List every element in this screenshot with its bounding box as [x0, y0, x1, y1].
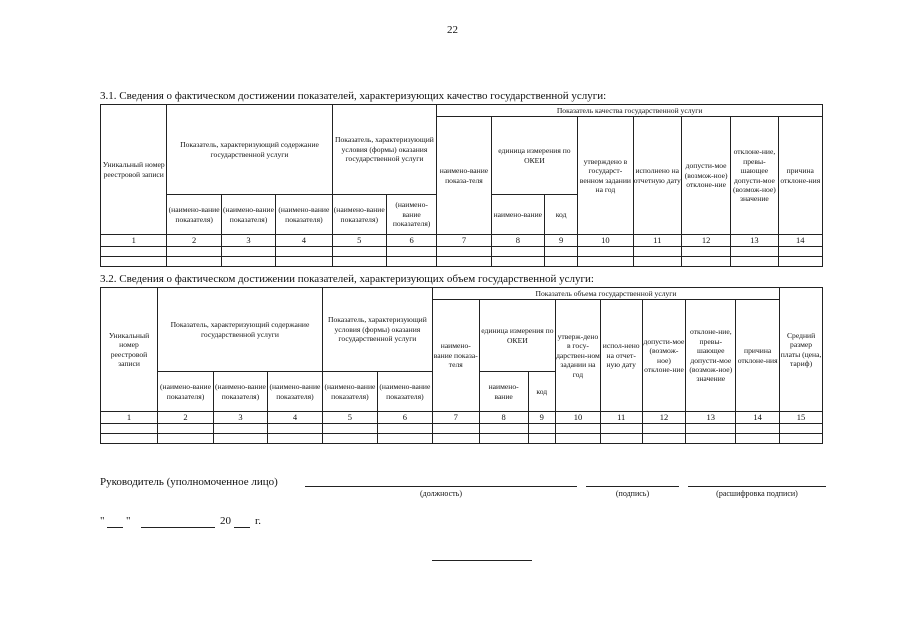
- unit-code-header: код: [545, 195, 578, 235]
- column-number: 3: [221, 235, 275, 247]
- quality-indicator-group-header: Показатель качества государственной услуги: [437, 105, 823, 117]
- sub-indicator-name: (наимено-вание показателя): [377, 372, 432, 412]
- column-number: 11: [633, 235, 681, 247]
- signature-caption: (подпись): [615, 489, 650, 498]
- column-number: 12: [642, 412, 686, 424]
- executed-header: испол-нено на отчет-ную дату: [600, 300, 642, 412]
- section2-title: 3.2. Сведения о фактическом достижении показателей, характеризующих объем государственной услуги:: [100, 273, 594, 285]
- column-number: 10: [556, 412, 601, 424]
- average-price-header: Средний размер платы (цена, тариф): [780, 288, 823, 412]
- column-number: 8: [479, 412, 528, 424]
- exceeding-deviation-header: отклоне-ние, превы-шающее допусти-мое (возмож-ное) значение: [686, 300, 736, 412]
- approved-header: утверждено в государст-венном задании на год: [578, 117, 633, 235]
- column-number: 13: [731, 235, 778, 247]
- unique-number-header: Уникальный номер реестровой записи: [101, 105, 167, 235]
- sub-indicator-name: (наимено-вание показателя): [276, 195, 332, 235]
- head-label: Руководитель (уполномоченное лицо): [100, 476, 278, 488]
- decode-line: [688, 486, 826, 487]
- column-number: 14: [778, 235, 822, 247]
- position-line: [305, 486, 577, 487]
- deviation-reason-header: причина отклоне-ния: [736, 300, 780, 412]
- column-number: 7: [432, 412, 479, 424]
- sub-indicator-name: (наимено-вание показателя): [386, 195, 436, 235]
- unit-header: единица измерения по ОКЕИ: [491, 117, 578, 195]
- column-number: 2: [158, 412, 214, 424]
- sub-indicator-name: (наимено-вание показателя): [322, 372, 377, 412]
- sub-indicator-name: (наимено-вание показателя): [213, 372, 267, 412]
- end-divider: [432, 560, 532, 561]
- position-caption: (должность): [420, 489, 462, 498]
- deviation-reason-header: причина отклоне-ния: [778, 117, 822, 235]
- date-year: 20: [220, 515, 231, 527]
- unique-number-header: Уникальный номер реестровой записи: [101, 288, 158, 412]
- date-quote-open: ": [100, 515, 105, 527]
- table-row: [101, 246, 823, 256]
- sub-indicator-name: (наимено-вание показателя): [332, 195, 386, 235]
- section1-title: 3.1. Сведения о фактическом достижении показателей, характеризующих качество государственной услуги:: [100, 90, 607, 102]
- executed-header: исполнено на отчетную дату: [633, 117, 681, 235]
- column-number: 11: [600, 412, 642, 424]
- column-number: 9: [528, 412, 555, 424]
- page-number: 22: [447, 24, 458, 36]
- volume-table: [100, 287, 823, 444]
- sub-indicator-name: (наимено-вание показателя): [158, 372, 214, 412]
- column-number: 14: [736, 412, 780, 424]
- column-number: 6: [377, 412, 432, 424]
- column-number: 4: [276, 235, 332, 247]
- volume-indicator-group-header: Показатель объема государственной услуги: [432, 288, 779, 300]
- date-suffix: г.: [255, 515, 262, 527]
- column-number: 5: [332, 235, 386, 247]
- unit-name-header: наимено-вание: [479, 372, 528, 412]
- conditions-indicator-header: Показатель, характеризующий условия (формы) оказания государственной услуги: [322, 288, 432, 372]
- unit-name-header: наимено-вание: [491, 195, 544, 235]
- column-number: 8: [491, 235, 544, 247]
- quality-table: [100, 104, 823, 267]
- date-year-line: [234, 527, 250, 528]
- conditions-indicator-header: Показатель, характеризующий условия (формы) оказания государственной услуги: [332, 105, 437, 195]
- exceeding-deviation-header: отклоне-ние, превы-шающее допусти-мое (возмож-ное) значение: [731, 117, 778, 235]
- column-number: 4: [267, 412, 322, 424]
- date-month-line: [141, 527, 215, 528]
- indicator-name-header: наимено-вание показа-теля: [437, 117, 491, 235]
- column-number: 6: [386, 235, 436, 247]
- unit-header: единица измерения по ОКЕИ: [479, 300, 555, 372]
- allowed-deviation-header: допусти-мое (возмож-ное) отклоне-ние: [681, 117, 730, 235]
- signature-line: [586, 486, 679, 487]
- column-number: 12: [681, 235, 730, 247]
- sub-indicator-name: (наимено-вание показателя): [221, 195, 275, 235]
- table-row: [101, 256, 823, 266]
- column-number: 3: [213, 412, 267, 424]
- column-number: 10: [578, 235, 633, 247]
- table-row: [101, 423, 823, 433]
- column-number: 1: [101, 412, 158, 424]
- column-number: 1: [101, 235, 167, 247]
- approved-header: утверж-дено в госу-дарствен-ном задании на год: [556, 300, 601, 412]
- column-number: 5: [322, 412, 377, 424]
- column-number: 7: [437, 235, 491, 247]
- decode-caption: (расшифровка подписи): [716, 489, 798, 498]
- sub-indicator-name: (наимено-вание показателя): [267, 372, 322, 412]
- unit-code-header: код: [528, 372, 555, 412]
- date-day-line: [107, 527, 123, 528]
- allowed-deviation-header: допусти-мое (возмож-ное) отклоне-ние: [642, 300, 686, 412]
- indicator-name-header: наимено-вание показа-теля: [432, 300, 479, 412]
- sub-indicator-name: (наимено-вание показателя): [167, 195, 221, 235]
- table-row: [101, 433, 823, 443]
- column-number: 2: [167, 235, 221, 247]
- content-indicator-header: Показатель, характеризующий содержание государственной услуги: [167, 105, 332, 195]
- column-number: 13: [686, 412, 736, 424]
- column-number: 9: [545, 235, 578, 247]
- column-number: 15: [780, 412, 823, 424]
- content-indicator-header: Показатель, характеризующий содержание государственной услуги: [158, 288, 323, 372]
- date-quote-close: ": [126, 515, 131, 527]
